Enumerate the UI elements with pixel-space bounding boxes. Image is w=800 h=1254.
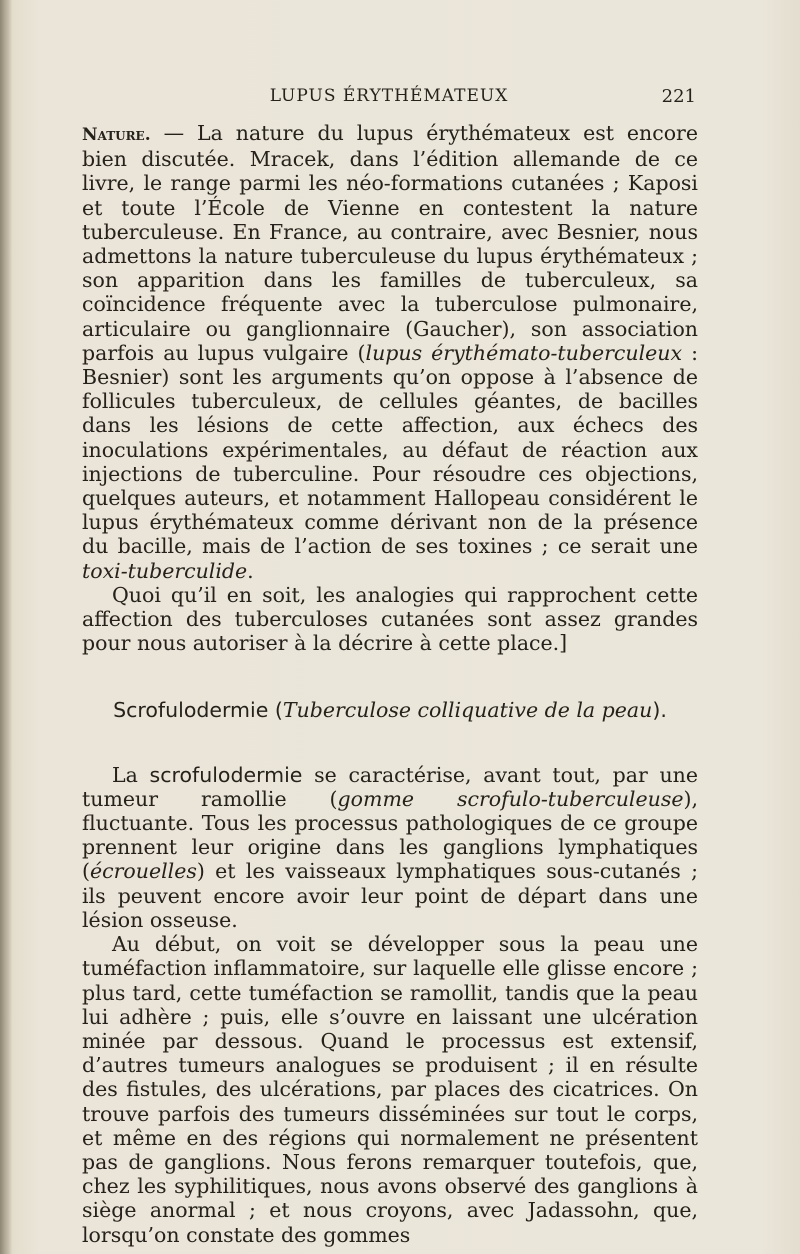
section-heading bbox=[82, 698, 698, 722]
page-body bbox=[82, 121, 698, 1247]
paragraph-scrofulo-definition bbox=[82, 763, 698, 932]
page-number: 221 bbox=[661, 86, 696, 107]
text-run: . bbox=[247, 558, 254, 583]
binding-edge bbox=[0, 0, 12, 1254]
section-title: Scrofulodermie bbox=[113, 698, 269, 723]
text-run: ). bbox=[652, 698, 667, 723]
page-header bbox=[82, 84, 696, 114]
italic-term: toxi-tuberculide bbox=[82, 558, 248, 583]
italic-term: écrouelles bbox=[90, 859, 197, 884]
paragraph-nature-conclusion: Quoi qu’il en soit, les analogies qui rapprochent cette affection des tuberculoses cutanées sont assez grandes pour nous autoriser à la décrire à cette place.] bbox=[82, 582, 698, 656]
paragraph-nature bbox=[82, 121, 698, 583]
text-run: se caractérise, avant tout, par une tumeur ramollie ( bbox=[82, 762, 698, 811]
text-run: — La nature du lupus érythémateux est encore bien discutée. Mracek, dans l’édition allemande de ce livre, le range parmi les néo-formations cutanées ; Kaposi et toute l’École de Vienne en contestent la nature tuberculeuse. En France, au contraire, avec Besnier, nous admettons la nature tuberculeuse du lupus érythémateux ; son apparition dans les familles de tuberculeux, sa coïncidence fréquente avec la tuberculose pulmonaire, articulaire ou ganglionnaire (Gaucher), son association parfois au lupus vulgaire ( bbox=[82, 121, 698, 365]
section-subtitle: Tuberculose colliquative de la peau bbox=[282, 698, 653, 723]
italic-term: lupus érythémato-tuberculeux bbox=[365, 340, 683, 365]
key-term: scrofulodermie bbox=[149, 762, 303, 787]
paragraph-lead: Nature. bbox=[82, 125, 151, 145]
text-run: : Besnier) sont les arguments qu’on oppose à l’absence de follicules tuberculeux, de cellules géantes, de bacilles dans les lésions de cette affection, aux échecs des inoculations expérimentales, au défaut de réaction aux injections de tuberculine. Pour résoudre ces objections, quelques auteurs, et notamment Hallopeau considérent le lupus érythémateux comme dérivant non de la présence du bacille, mais de l’action de ses toxines ; ce serait une bbox=[82, 340, 698, 559]
text-run: ), fluctuante. Tous les processus pathologiques de ce groupe prennent leur origine dans les ganglions lymphatiques ( bbox=[82, 786, 698, 884]
text-run: ( bbox=[268, 698, 283, 723]
text-run: ) et les vaisseaux lymphatiques sous-cutanés ; ils peuvent encore avoir leur point de départ dans une lésion osseuse. bbox=[82, 859, 698, 932]
paragraph-scrofulo-evolution: Au début, on voit se développer sous la peau une tuméfaction inflammatoire, sur laquelle elle glisse encore ; plus tard, cette tuméfaction se ramollit, tandis que la peau lui adhère ; puis, elle s’ouvre en laissant une ulcération minée par dessous. Quand le processus est extensif, d’autres tumeurs analogues se produisent ; il en résulte des fistules, des ulcérations, par places des cicatrices. On trouve parfois des tumeurs disséminées sur tout le corps, et même en des régions qui normalement ne présentent pas de ganglions. Nous ferons remarquer toutefois, que, chez les syphilitiques, nous avons observé des ganglions à siège anormal ; et nous croyons, avec Jadassohn, que, lorsqu’on constate des gommes bbox=[82, 932, 698, 1247]
text-run: La bbox=[112, 762, 150, 787]
running-title: LUPUS ÉRYTHÉMATEUX bbox=[269, 86, 509, 106]
italic-term: gomme scrofulo-tuberculeuse bbox=[337, 786, 684, 811]
